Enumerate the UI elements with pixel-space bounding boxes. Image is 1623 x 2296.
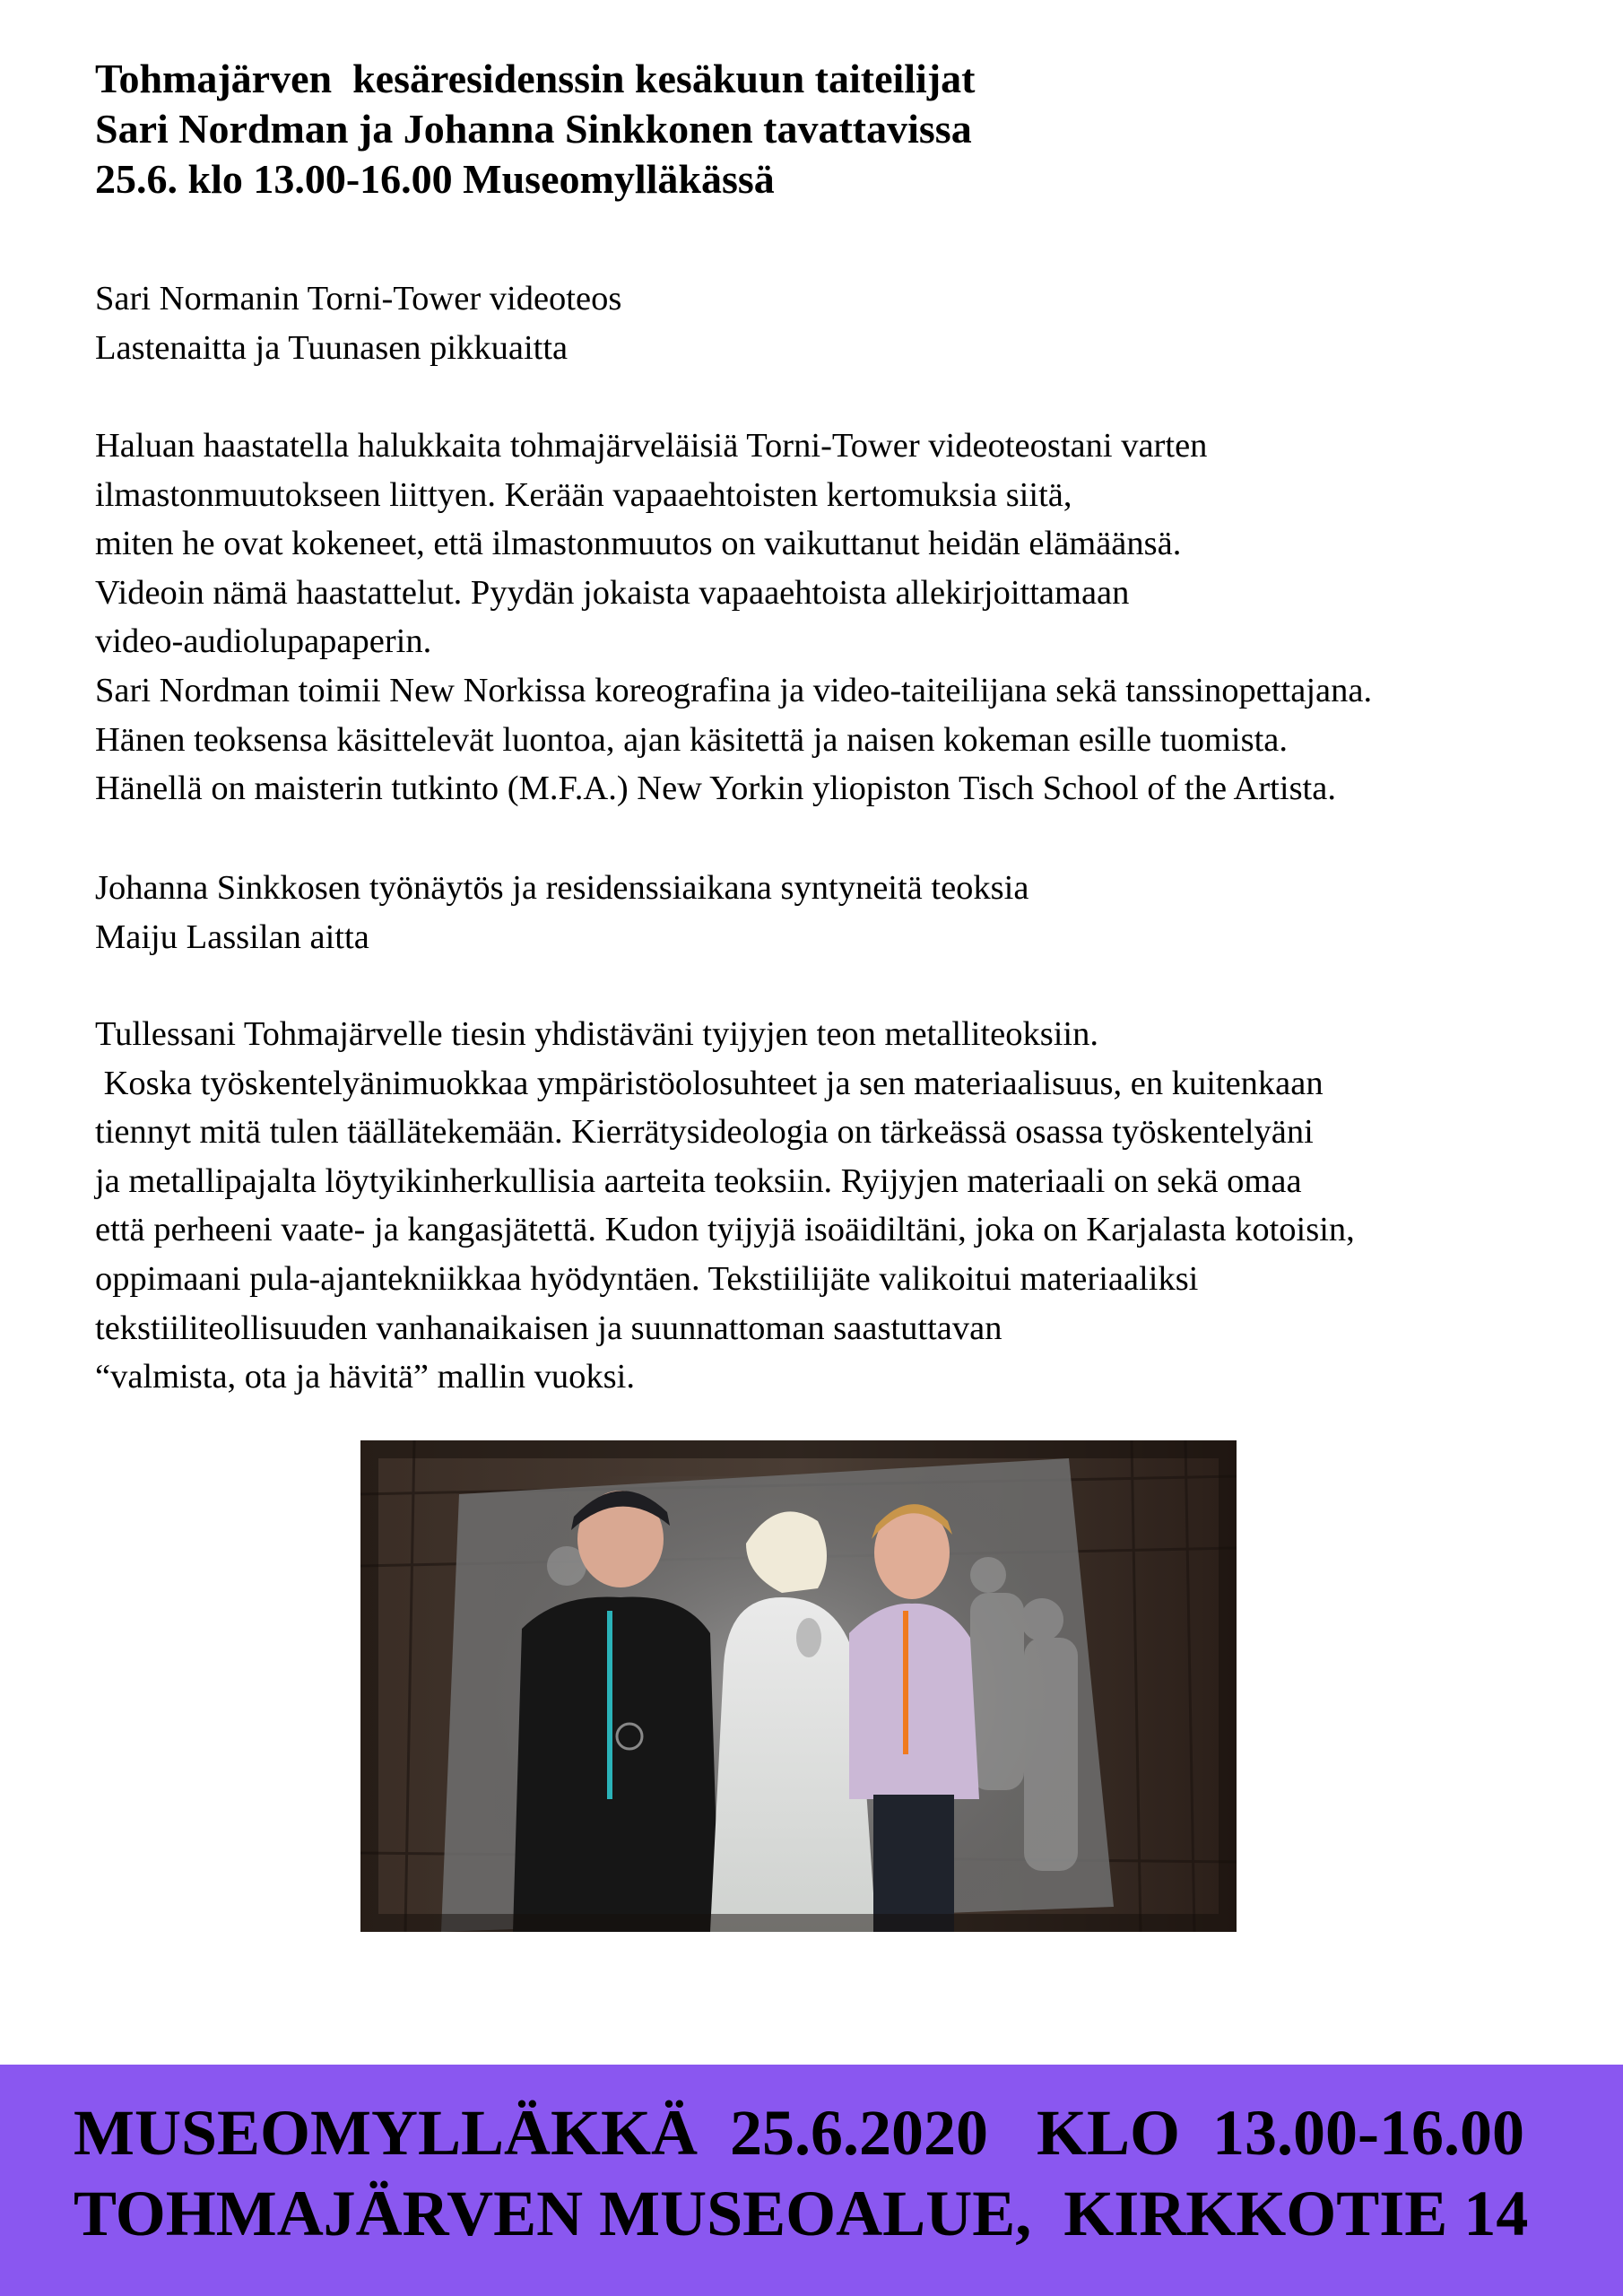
johanna-description [95,1010,1601,1402]
sari-description [95,422,1601,813]
headline-line: Tohmajärven kesäresidenssin kesäkuun taiteilijat [95,56,976,101]
sari-work-title: Sari Normanin Torni-Tower videoteos [95,280,622,317]
artists-photo [360,1440,1237,1932]
paragraph-line: että perheeni vaate- ja kangasjätettä. Kudon tyijyjä isoäidiltäni, joka on Karjalasta kotoisin, [95,1211,1355,1249]
paragraph-line: Sari Nordman toimii New Norkissa koreografina ja video-taiteilijana sekä tanssinopettajana. [95,671,1373,709]
paragraph-line: miten he ovat kokeneet, että ilmastonmuutos on vaikuttanut heidän elämäänsä. [95,525,1182,563]
paragraph-line: “valmista, ota ja hävitä” mallin vuoksi. [95,1358,635,1396]
footer-event-address: TOHMAJÄRVEN MUSEOALUE, KIRKKOTIE 14 [74,2178,1529,2249]
johanna-intro [95,864,1601,961]
paragraph-line: ja metallipajalta löytyikinherkullisia aarteita teoksiin. Ryijyjen materiaali on sekä omaa [95,1161,1302,1200]
paragraph-line: tiennyt mitä tulen täällätekemään. Kierrätysideologia on tärkeässä osassa työskentelyäni [95,1113,1314,1152]
headline-line: Sari Nordman ja Johanna Sinkkonen tavattavissa [95,106,972,152]
page-headline [95,54,1566,204]
paragraph-line: Haluan haastatella halukkaita tohmajärveläisiä Torni-Tower videoteostani varten [95,427,1208,465]
sari-location: Lastenaitta ja Tuunasen pikkuaitta [95,328,568,367]
paragraph-line: Videoin nämä haastattelut. Pyydän jokaista vapaaehtoista allekirjoittamaan [95,573,1130,612]
footer-event-date: MUSEOMYLLÄKKÄ 25.6.2020 KLO 13.00-16.00 [74,2097,1525,2169]
paragraph-line: oppimaani pula-ajantekniikkaa hyödyntäen. Tekstiilijäte valikoitui materiaaliksi [95,1259,1199,1298]
johanna-location: Maiju Lassilan aitta [95,918,369,956]
paragraph-line: Hänellä on maisterin tutkinto (M.F.A.) New Yorkin yliopiston Tisch School of the Artista. [95,770,1336,808]
headline-line: 25.6. klo 13.00-16.00 Museomylläkässä [95,156,775,202]
paragraph-line: tekstiiliteollisuuden vanhanaikaisen ja suunnattoman saastuttavan [95,1309,1002,1347]
johanna-work-title: Johanna Sinkkosen työnäytös ja residenssiaikana syntyneitä teoksia [95,869,1029,907]
sari-intro [95,274,1601,372]
paragraph-line: Koska työskentelyänimuokkaa ympäristöolosuhteet ja sen materiaalisuus, en kuitenkaan [95,1064,1324,1102]
paragraph-line: ilmastonmuutokseen liittyen. Kerään vapaaehtoisten kertomuksia siitä, [95,475,1072,514]
paragraph-line: Hänen teoksensa käsittelevät luontoa, ajan käsitettä ja naisen kokeman esille tuomista. [95,720,1288,759]
paragraph-line: Tullessani Tohmajärvelle tiesin yhdistäväni tyijyjen teon metalliteoksiin. [95,1015,1099,1053]
paragraph-line: video-audiolupapaperin. [95,622,432,661]
